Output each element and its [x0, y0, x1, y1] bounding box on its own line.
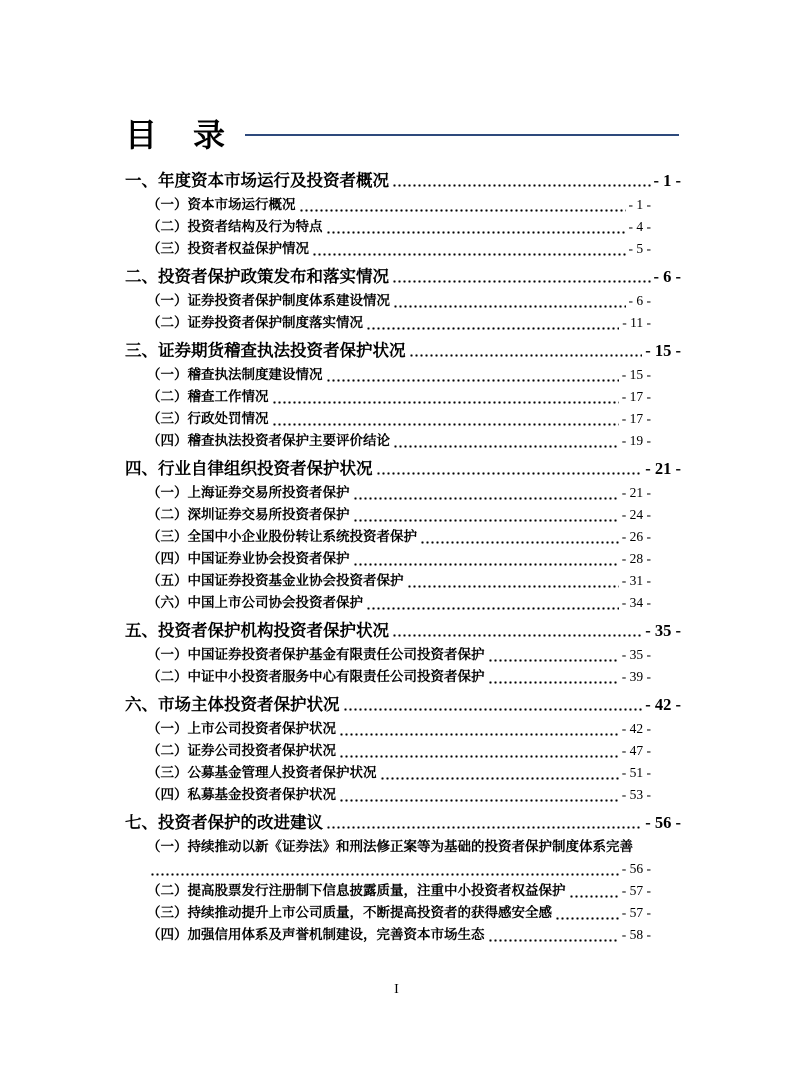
toc-entry-text: （一）稽查执法制度建设情况 — [147, 367, 323, 383]
toc-entry-text: 一、年度资本市场运行及投资者概况 — [125, 171, 389, 191]
dot-leader — [488, 931, 619, 943]
toc-entry[interactable] — [125, 762, 681, 784]
toc-page-number: - 15 - — [645, 341, 681, 361]
toc-entry-text: （二）稽查工作情况 — [147, 389, 269, 405]
footer-page-number: I — [394, 982, 399, 997]
dot-leader — [353, 489, 619, 501]
dot-leader — [376, 464, 643, 476]
toc-page-number: - 57 - — [621, 883, 651, 899]
toc-entry-text: （二）提高股票发行注册制下信息披露质量，注重中小投资者权益保护 — [147, 883, 566, 899]
page-title: 目 录 — [125, 117, 228, 153]
toc-page-number: - 6 - — [653, 267, 681, 287]
dot-leader — [407, 577, 619, 589]
toc-page-number: - 35 - — [645, 621, 681, 641]
toc-entry[interactable] — [125, 718, 681, 740]
dot-leader — [488, 673, 619, 685]
toc-entry-text: （三）行政处罚情况 — [147, 411, 269, 427]
dot-leader — [326, 223, 626, 235]
dot-leader — [569, 887, 619, 899]
toc-entry[interactable] — [125, 644, 681, 666]
toc-entry[interactable] — [125, 364, 681, 386]
dot-leader — [299, 201, 626, 213]
toc-page-number: - 21 - — [621, 485, 651, 501]
toc-page-number: - 42 - — [645, 695, 681, 715]
toc-entry-text: （一）上市公司投资者保护状况 — [147, 721, 336, 737]
dot-leader — [339, 725, 619, 737]
dot-leader — [392, 176, 651, 188]
dot-leader — [353, 511, 619, 523]
toc-page-number: - 57 - — [621, 905, 651, 921]
toc-entry-text: （三）持续推动提升上市公司质量，不断提高投资者的获得感安全感 — [147, 905, 552, 921]
toc-entry-text: （一）证券投资者保护制度体系建设情况 — [147, 293, 390, 309]
toc-entry-text: 五、投资者保护机构投资者保护状况 — [125, 621, 389, 641]
toc-list — [125, 170, 681, 946]
toc-entry[interactable] — [125, 880, 681, 902]
toc-entry[interactable] — [125, 740, 681, 762]
toc-page-number: - 17 - — [621, 411, 651, 427]
toc-entry[interactable] — [125, 194, 681, 216]
toc-entry[interactable] — [125, 504, 681, 526]
dot-leader — [272, 393, 619, 405]
toc-entry-text: （二）证券公司投资者保护状况 — [147, 743, 336, 759]
toc-page-number: - 42 - — [621, 721, 651, 737]
toc-page-number: - 6 - — [628, 293, 651, 309]
toc-entry-text: （六）中国上市公司协会投资者保护 — [147, 595, 363, 611]
toc-page-number: - 15 - — [621, 367, 651, 383]
toc-page-number: - 51 - — [621, 765, 651, 781]
dot-leader — [366, 319, 619, 331]
toc-entry[interactable] — [125, 620, 681, 641]
toc-entry[interactable] — [125, 694, 681, 715]
toc-entry[interactable] — [125, 570, 681, 592]
toc-page-number: - 17 - — [621, 389, 651, 405]
title-rule — [245, 134, 679, 136]
dot-leader — [393, 437, 619, 449]
dot-leader — [380, 769, 619, 781]
dot-leader — [555, 909, 619, 921]
toc-entry-text: （四）私募基金投资者保护状况 — [147, 787, 336, 803]
toc-entry[interactable] — [125, 666, 681, 688]
toc-entry-text: 二、投资者保护政策发布和落实情况 — [125, 267, 389, 287]
toc-entry[interactable] — [125, 312, 681, 334]
dot-leader — [339, 791, 619, 803]
page-footer — [0, 982, 793, 998]
toc-entry-text: 六、市场主体投资者保护状况 — [125, 695, 340, 715]
toc-entry-text: （三）全国中小企业股份转让系统投资者保护 — [147, 529, 417, 545]
toc-entry-text: （二）深圳证券交易所投资者保护 — [147, 507, 350, 523]
toc-entry[interactable] — [125, 458, 681, 479]
dot-leader — [393, 297, 626, 309]
dot-leader — [272, 415, 619, 427]
toc-page-number: - 39 - — [621, 669, 651, 685]
dot-leader — [343, 700, 643, 712]
dot-leader — [353, 555, 619, 567]
toc-entry-text: （一）持续推动以新《证券法》和刑法修正案等为基础的投资者保护制度体系完善 — [147, 839, 633, 855]
dot-leader — [339, 747, 619, 759]
toc-entry-text: （五）中国证券投资基金业协会投资者保护 — [147, 573, 404, 589]
dot-leader — [488, 651, 619, 663]
dot-leader — [392, 626, 642, 638]
toc-content — [125, 116, 681, 946]
toc-page-number: - 31 - — [621, 573, 651, 589]
toc-entry[interactable] — [125, 266, 681, 287]
toc-page-number: - 26 - — [621, 529, 651, 545]
toc-entry[interactable] — [125, 290, 681, 312]
toc-entry-continuation[interactable] — [125, 858, 681, 880]
toc-header — [125, 116, 681, 154]
dot-leader — [392, 272, 651, 284]
toc-entry[interactable] — [125, 592, 681, 614]
toc-entry[interactable] — [125, 386, 681, 408]
dot-leader — [366, 599, 619, 611]
toc-page-number: - 56 - — [621, 861, 651, 877]
toc-page-number: - 19 - — [621, 433, 651, 449]
toc-page-number: - 1 - — [653, 171, 681, 191]
toc-entry[interactable] — [125, 170, 681, 191]
toc-page-number: - 21 - — [645, 459, 681, 479]
toc-page-number: - 56 - — [645, 813, 681, 833]
toc-page-number: - 24 - — [621, 507, 651, 523]
toc-page-number: - 5 - — [628, 241, 651, 257]
toc-entry-text: （二）证券投资者保护制度落实情况 — [147, 315, 363, 331]
toc-entry[interactable] — [125, 924, 681, 946]
toc-page-number: - 34 - — [621, 595, 651, 611]
toc-entry[interactable] — [125, 902, 681, 924]
toc-entry-text: （二）中证中小投资者服务中心有限责任公司投资者保护 — [147, 669, 485, 685]
toc-entry-text: （四）中国证券业协会投资者保护 — [147, 551, 350, 567]
toc-page-number: - 35 - — [621, 647, 651, 663]
toc-entry-text: （四）加强信用体系及声誉机制建设，完善资本市场生态 — [147, 927, 485, 943]
dot-leader — [326, 371, 619, 383]
toc-entry-text: （一）资本市场运行概况 — [147, 197, 296, 213]
toc-entry[interactable] — [125, 548, 681, 570]
toc-entry[interactable] — [125, 836, 681, 858]
toc-entry-text: 三、证券期货稽查执法投资者保护状况 — [125, 341, 406, 361]
dot-leader — [326, 818, 642, 830]
toc-entry-text: 七、投资者保护的改进建议 — [125, 813, 323, 833]
toc-entry-text: 四、行业自律组织投资者保护状况 — [125, 459, 373, 479]
toc-page-number: - 11 - — [622, 315, 651, 331]
toc-entry[interactable] — [125, 526, 681, 548]
toc-entry[interactable] — [125, 408, 681, 430]
toc-page-number: - 1 - — [628, 197, 651, 213]
toc-entry[interactable] — [125, 482, 681, 504]
toc-page-number: - 4 - — [628, 219, 651, 235]
dot-leader — [312, 245, 626, 257]
toc-page-number: - 47 - — [621, 743, 651, 759]
toc-entry-text: （一）上海证券交易所投资者保护 — [147, 485, 350, 501]
toc-entry[interactable] — [125, 238, 681, 260]
toc-entry-text: （三）投资者权益保护情况 — [147, 241, 309, 257]
toc-page-number: - 28 - — [621, 551, 651, 567]
dot-leader — [150, 865, 619, 877]
toc-entry[interactable] — [125, 216, 681, 238]
toc-entry-text: （四）稽查执法投资者保护主要评价结论 — [147, 433, 390, 449]
toc-entry-text: （二）投资者结构及行为特点 — [147, 219, 323, 235]
toc-page-number: - 53 - — [621, 787, 651, 803]
toc-page-number: - 58 - — [621, 927, 651, 943]
toc-entry[interactable] — [125, 812, 681, 833]
toc-entry-text: （三）公募基金管理人投资者保护状况 — [147, 765, 377, 781]
toc-entry-text: （一）中国证券投资者保护基金有限责任公司投资者保护 — [147, 647, 485, 663]
toc-entry[interactable] — [125, 430, 681, 452]
toc-entry[interactable] — [125, 784, 681, 806]
dot-leader — [409, 346, 643, 358]
toc-entry[interactable] — [125, 340, 681, 361]
dot-leader — [420, 533, 619, 545]
